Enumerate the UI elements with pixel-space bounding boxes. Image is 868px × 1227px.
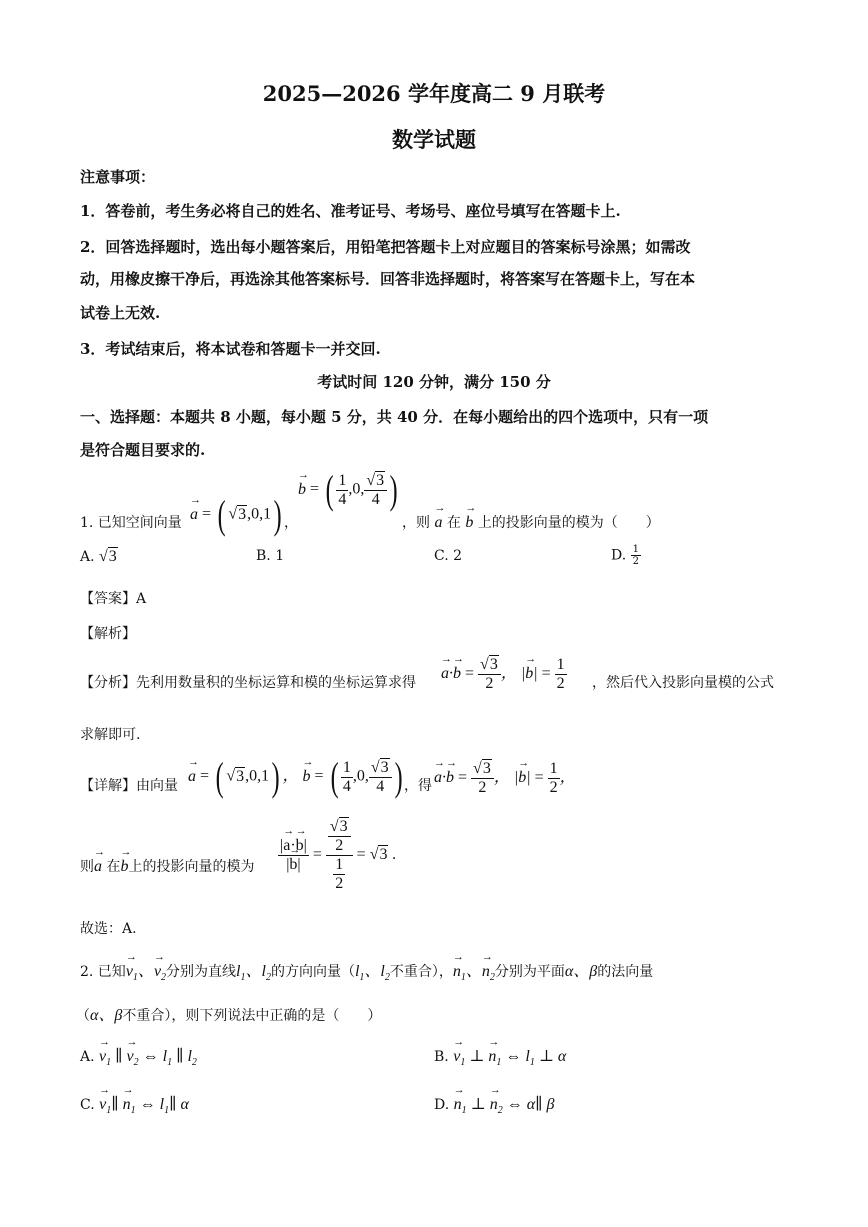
q1-option-d[interactable]: D. $\frac{1}{2}$ bbox=[611, 544, 640, 567]
q2-option-b[interactable]: B. → $v_1$ ⊥ → $n_1$ ⇔ $l_1$ ⊥ α bbox=[434, 1046, 566, 1068]
q1-option-b[interactable]: B. 1 bbox=[256, 548, 285, 564]
q1-vector-b: → b = ( $\frac{1}{4}$ ,0, $\frac{√3}{4}$ ) bbox=[298, 470, 400, 510]
q2-option-c[interactable]: C. → $v_1\parallel \to n_1$ ⇔ $l_1\parallel$ α bbox=[80, 1094, 189, 1116]
q1-option-c[interactable]: C. 2 bbox=[434, 548, 463, 564]
q1-analysis-formula: → a·→ b = $\frac{√3}{2}$ ， |→ b| = $\frac{1}{2}$ bbox=[441, 656, 567, 693]
q1-analysis-line2: 求解即可. bbox=[80, 727, 141, 743]
q1-projection-formula: $\frac{|\to a\cdot\to b|}{|\to b|}$ = $\frac{\frac{√3}{2}}{\frac{1}{2}}$ = √3 . bbox=[278, 818, 396, 893]
notice-item-1: 1．答卷前，考生务必将自己的姓名、准考证号、考场号、座位号填写在答题卡上. bbox=[80, 202, 621, 220]
q1-option-a[interactable]: A. √3 bbox=[80, 548, 117, 565]
q1-vector-a: → a = ( √3,0,1) bbox=[190, 495, 284, 535]
q2-option-a[interactable]: A. → $v_1$ ∥ → $v_2$ ⇔ $l_1$ ∥ $l_2$ bbox=[80, 1046, 197, 1068]
q1-detail-formula: → a = ( √3,0,1) ， → b = ( $\frac{1}{4}$ ,0, $\frac{√3}{4}$ ) bbox=[188, 757, 405, 797]
q1-analysis-suffix: ，然后代入投影向量模的公式 bbox=[592, 675, 774, 691]
section-heading-line1: 一、选择题：本题共 8 小题，每小题 5 分，共 40 分．在每小题给出的四个选项中，只有一项 bbox=[80, 408, 709, 426]
notice-heading: 注意事项： bbox=[80, 168, 156, 186]
notice-item-2-line3: 试卷上无效. bbox=[80, 304, 161, 322]
q1-prefix: 1. 已知空间向量 bbox=[80, 515, 182, 531]
q1-then: 则→ a 在→ b上的投影向量的模为 bbox=[80, 856, 254, 876]
page-title: 2025—2026 学年度高二 9 月联考 bbox=[262, 81, 606, 106]
q1-detail-result: → a·→ b = $\frac{√3}{2}$ ， |→ b| = $\frac{1}{2}$ ， bbox=[434, 760, 576, 797]
q1-answer: 【答案】A bbox=[80, 591, 147, 607]
q1-analysis-heading: 【解析】 bbox=[80, 626, 136, 642]
notice-item-2-line2: 动，用橡皮擦干净后，再选涂其他答案标号．回答非选择题时，将答案写在答题卡上，写在本 bbox=[80, 270, 696, 288]
q2-option-d[interactable]: D. → $n_1$ ⊥ → $n_2$ ⇔ α∥ β bbox=[434, 1094, 554, 1116]
page-subtitle: 数学试题 bbox=[392, 127, 476, 152]
q1-detail-prefix: 【详解】由向量 bbox=[80, 778, 178, 794]
q2-line2: （α、β不重合），则下列说法中正确的是（ ） bbox=[76, 1007, 382, 1024]
notice-item-3: 3．考试结束后，将本试卷和答题卡一并交回. bbox=[80, 340, 381, 358]
q1-analysis-prefix: 【分析】先利用数量积的坐标运算和模的坐标运算求得 bbox=[80, 675, 416, 691]
notice-item-2-line1: 2．回答选择题时，选出每小题答案后，用铅笔把答题卡上对应题目的答案标号涂黑；如需改 bbox=[80, 238, 691, 256]
q1-detail-get: ，得 bbox=[404, 778, 432, 794]
section-heading-line2: 是符合题目要求的. bbox=[80, 441, 206, 459]
exam-info: 考试时间 120 分钟，满分 150 分 bbox=[317, 373, 551, 391]
q2-line1: 2. 已知→ $v_1$、→ $v_2$分别为直线$l_1$、$l_2$的方向向量（$l_1$、$l_2$不重合），→ $n_1$、→ $n_2$分别为平面α、β的法向量 bbox=[80, 958, 653, 983]
q1-choose: 故选：A. bbox=[80, 921, 137, 937]
q1-mid: ，则 → a 在 → b 上的投影向量的模为（ ） bbox=[402, 512, 660, 532]
